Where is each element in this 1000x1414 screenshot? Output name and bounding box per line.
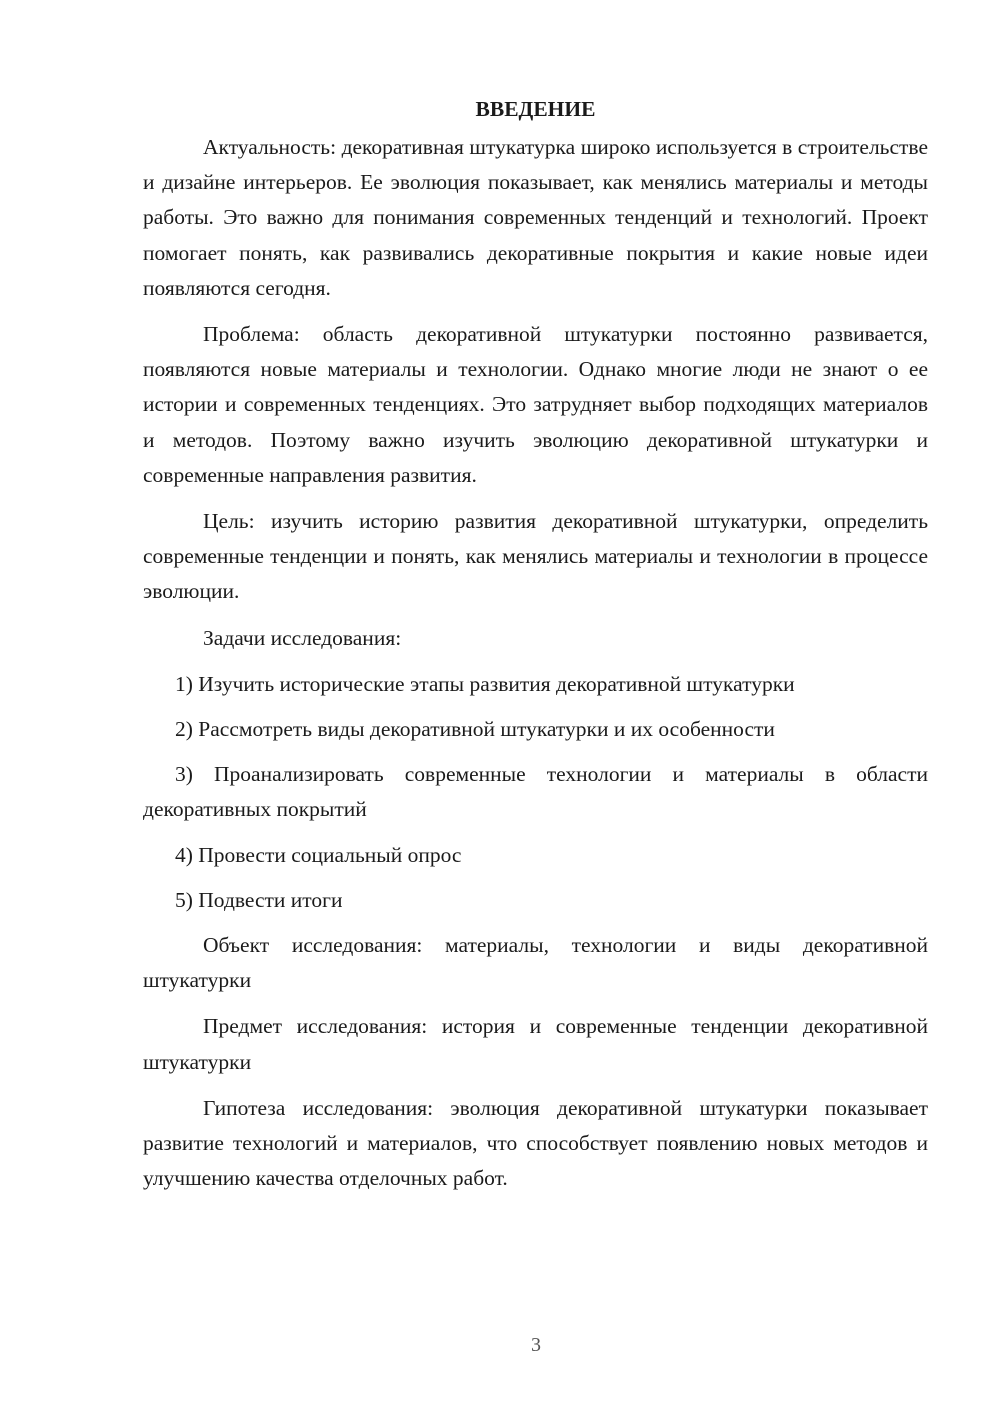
task-list [143,667,928,918]
paragraph-object: Объект исследования: материалы, технологии и виды декоративной штукатурки [143,933,928,993]
list-item: 1) Изучить исторические этапы развития декоративной штукатурки [175,671,795,696]
list-item: 3) Проанализировать современные технологии и материалы в области декоративных покрытий [143,762,928,822]
page-title: ВВЕДЕНИЕ [475,97,596,121]
list-item: 2) Рассмотреть виды декоративной штукатурки и их особенности [175,717,775,742]
document-page [143,92,928,1207]
paragraph-goal: Цель: изучить историю развития декоративной штукатурки, определить современные тенденции и понять, как менялись материалы и технологии в процессе эволюции. [143,509,928,604]
list-item: 4) Провести социальный опрос [175,842,462,867]
page-number: 3 [531,1334,541,1356]
list-item: 5) Подвести итоги [175,887,343,912]
paragraph-problem: Проблема: область декоративной штукатурки постоянно развивается, появляются новые материалы и технологии. Однако многие люди не знают о ее истории и современных тенденциях. Это затрудняет выбор подходящих материалов и методов. Поэтому важно изучить эволюцию декоративной штукатурки и современные направления развития. [143,322,928,487]
paragraph-tasks-heading: Задачи исследования: [203,625,402,650]
paragraph-relevance: Актуальность: декоративная штукатурка широко используется в строительстве и дизайне интерьеров. Ее эволюция показывает, как менялись материалы и методы работы. Это важно для понимания современных тенденций и технологий. Проект помогает понять, как развивались декоративные покрытия и какие новые идеи появляются сегодня. [143,135,928,300]
paragraph-hypothesis: Гипотеза исследования: эволюция декоративной штукатурки показывает развитие технологий и материалов, что способствует появлению новых методов и улучшению качества отделочных работ. [143,1095,928,1191]
paragraph-subject: Предмет исследования: история и современные тенденции декоративной штукатурки [143,1014,928,1074]
